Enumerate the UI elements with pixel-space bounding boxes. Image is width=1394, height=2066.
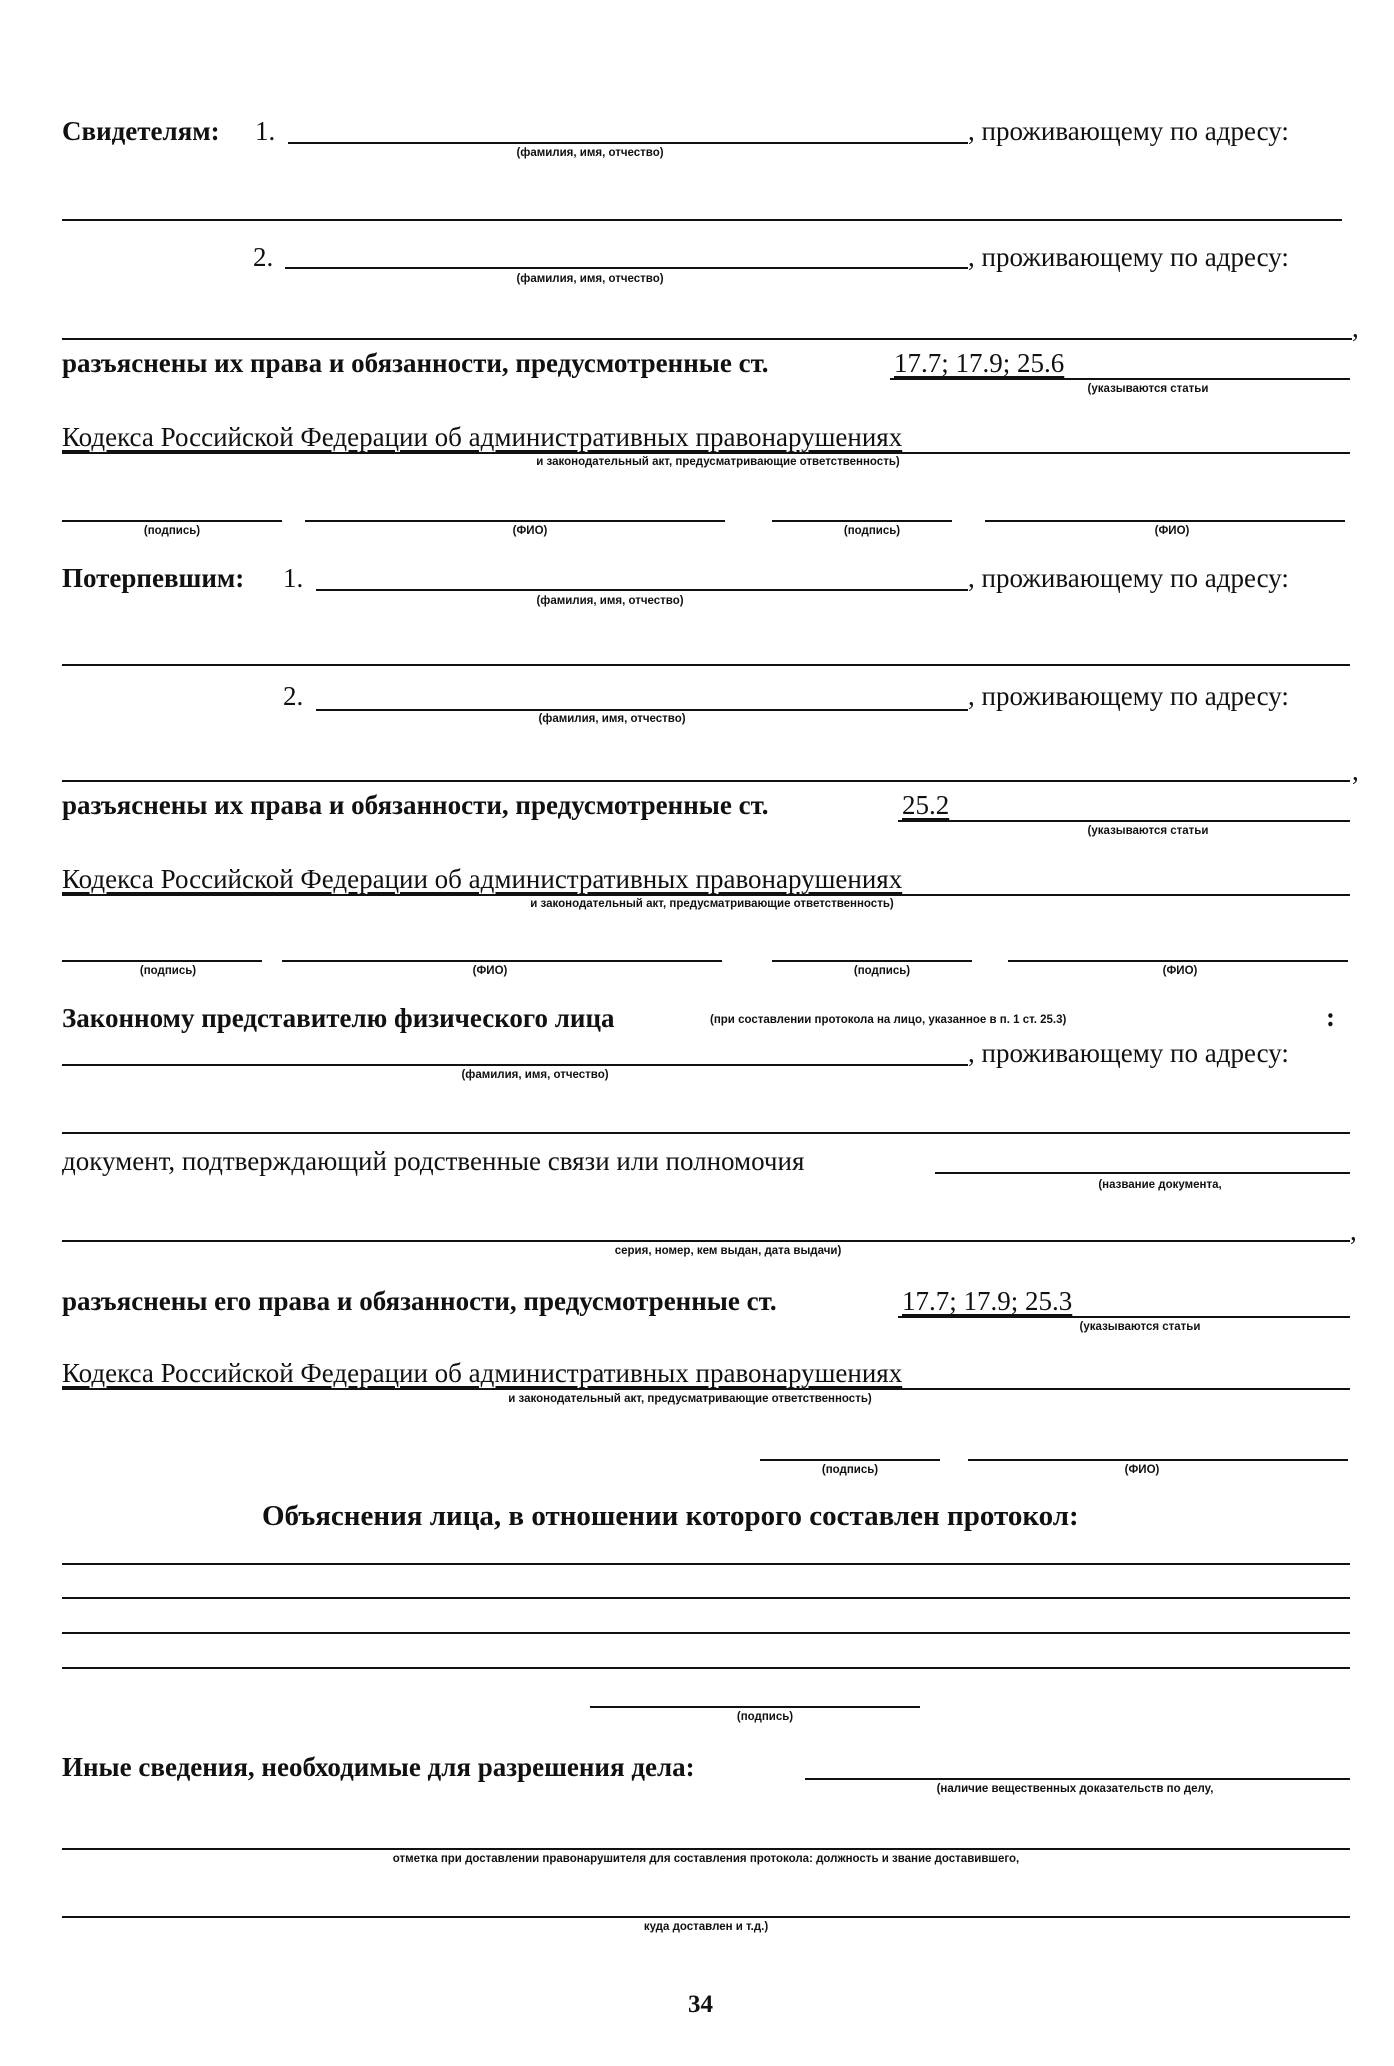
legal-rep-articles-hint: (указываются статьи: [1079, 1321, 1201, 1333]
other-info-hint-3: куда доставлен и т.д.): [643, 1921, 769, 1933]
witness-2-number: 2.: [253, 242, 274, 272]
witnesses-rights-label: разъяснены их права и обязанности, предусмотренные ст.: [62, 348, 769, 378]
witness-2-address-line[interactable]: [62, 338, 1352, 340]
explanations-sig-hint: (подпись): [736, 1711, 794, 1723]
witness-2-comma: ,: [1352, 313, 1359, 343]
witness-2-fio-line[interactable]: [285, 267, 968, 269]
witnesses-code-hint: и законодательный акт, предусматривающие ответственность): [536, 456, 900, 468]
witness-2-fio-hint: (фамилия, имя, отчество): [516, 273, 664, 285]
page-number: 34: [688, 1991, 713, 2018]
victim-1-number: 1.: [283, 563, 304, 593]
witnesses-sig-1-hint: (подпись): [143, 525, 201, 537]
legal-rep-doc-hint-1: (название документа,: [1098, 1179, 1222, 1191]
victims-code-name: Кодекса Российской Федерации об административных правонарушениях: [62, 864, 903, 894]
witness-1-fio-line[interactable]: [288, 142, 968, 144]
witness-1-fio-hint: (фамилия, имя, отчество): [516, 147, 664, 159]
legal-rep-address-line[interactable]: [62, 1132, 1350, 1134]
explanations-sig-line[interactable]: [590, 1706, 920, 1708]
victim-1-address-line[interactable]: [62, 664, 1350, 666]
witnesses-fio-1-hint: (ФИО): [512, 525, 548, 537]
witnesses-fio-2-line[interactable]: [985, 520, 1345, 522]
other-info-hint-2: отметка при доставлении правонарушителя для составления протокола: должность и звание доставившего,: [392, 1853, 1020, 1865]
witnesses-articles-hint: (указываются статьи: [1087, 383, 1209, 395]
victims-code-hint: и законодательный акт, предусматривающие ответственность): [530, 898, 894, 910]
witnesses-articles: 17.7; 17.9; 25.6: [894, 348, 1065, 378]
victim-1-address-label: , проживающему по адресу:: [968, 563, 1289, 593]
explanations-line-2[interactable]: [62, 1597, 1350, 1599]
victims-sig-2-line[interactable]: [772, 960, 972, 962]
victim-2-fio-hint: (фамилия, имя, отчество): [538, 713, 686, 725]
legal-rep-code-hint: и законодательный акт, предусматривающие ответственность): [508, 1393, 872, 1405]
witnesses-sig-2-hint: (подпись): [843, 525, 901, 537]
victim-2-comma: ,: [1352, 756, 1359, 786]
victim-2-address-line[interactable]: [62, 780, 1350, 782]
witnesses-articles-line[interactable]: [890, 378, 1350, 380]
victims-sig-2-hint: (подпись): [853, 965, 911, 977]
witnesses-code-line: [62, 452, 1350, 454]
victim-2-fio-line[interactable]: [316, 709, 968, 711]
victim-1-fio-hint: (фамилия, имя, отчество): [536, 595, 684, 607]
explanations-line-4[interactable]: [62, 1667, 1350, 1669]
victims-sig-1-hint: (подпись): [139, 965, 197, 977]
legal-rep-doc-line-2[interactable]: [62, 1240, 1350, 1242]
other-info-hint-1: (наличие вещественных доказательств по делу,: [936, 1783, 1214, 1795]
victim-2-address-label: , проживающему по адресу:: [968, 681, 1289, 711]
victims-code-line: [62, 894, 1350, 896]
witness-2-address-label: , проживающему по адресу:: [968, 242, 1289, 272]
witnesses-sig-2-line[interactable]: [772, 520, 952, 522]
explanations-line-3[interactable]: [62, 1632, 1350, 1634]
legal-rep-sig-hint: (подпись): [821, 1464, 879, 1476]
witnesses-fio-1-line[interactable]: [305, 520, 725, 522]
legal-rep-articles: 17.7; 17.9; 25.3: [902, 1286, 1073, 1316]
legal-rep-doc-line[interactable]: [935, 1172, 1350, 1174]
legal-rep-code-name: Кодекса Российской Федерации об административных правонарушениях: [62, 1358, 903, 1388]
legal-rep-comma: ,: [1350, 1216, 1357, 1246]
victims-articles-hint: (указываются статьи: [1087, 825, 1209, 837]
victims-articles-line[interactable]: [898, 820, 1350, 822]
witnesses-code-name: Кодекса Российской Федерации об административных правонарушениях: [62, 422, 903, 452]
witnesses-heading: Свидетелям:: [62, 116, 220, 146]
witness-1-address-label: , проживающему по адресу:: [968, 116, 1289, 146]
legal-rep-fio-line-2[interactable]: [968, 1459, 1348, 1461]
other-info-line-2[interactable]: [62, 1848, 1350, 1850]
legal-rep-colon: :: [1326, 1002, 1335, 1032]
victim-1-fio-line[interactable]: [316, 589, 968, 591]
victims-articles: 25.2: [902, 790, 950, 820]
legal-rep-code-line: [62, 1388, 1350, 1390]
explanations-title: Объяснения лица, в отношении которого составлен протокол:: [262, 1500, 1079, 1532]
victims-fio-2-line[interactable]: [1008, 960, 1348, 962]
legal-rep-doc-label: документ, подтверждающий родственные связи или полномочия: [62, 1146, 805, 1176]
legal-rep-note: (при составлении протокола на лицо, указанное в п. 1 ст. 25.3): [710, 1014, 1067, 1026]
explanations-line-1[interactable]: [62, 1563, 1350, 1565]
other-info-label: Иные сведения, необходимые для разрешения дела:: [62, 1752, 695, 1782]
legal-rep-doc-hint-2: серия, номер, кем выдан, дата выдачи): [614, 1245, 842, 1257]
other-info-line-3[interactable]: [62, 1916, 1350, 1918]
legal-rep-rights-label: разъяснены его права и обязанности, предусмотренные ст.: [62, 1286, 777, 1316]
legal-rep-fio-hint: (фамилия, имя, отчество): [461, 1069, 609, 1081]
legal-rep-articles-line[interactable]: [898, 1316, 1350, 1318]
witnesses-sig-1-line[interactable]: [62, 520, 282, 522]
witness-1-address-line[interactable]: [62, 219, 1342, 221]
legal-rep-fio-sig-hint: (ФИО): [1124, 1464, 1160, 1476]
victims-sig-1-line[interactable]: [62, 960, 262, 962]
other-info-line-1[interactable]: [805, 1778, 1350, 1780]
victim-2-number: 2.: [283, 681, 304, 711]
victims-fio-2-hint: (ФИО): [1162, 965, 1198, 977]
witness-1-number: 1.: [255, 116, 276, 146]
legal-rep-address-label: , проживающему по адресу:: [968, 1038, 1289, 1068]
victims-heading: Потерпевшим:: [62, 563, 245, 593]
legal-rep-fio-line[interactable]: [62, 1064, 968, 1066]
legal-rep-sig-line[interactable]: [760, 1459, 940, 1461]
victims-fio-1-line[interactable]: [282, 960, 722, 962]
legal-rep-heading: Законному представителю физического лица: [62, 1003, 615, 1033]
witnesses-fio-2-hint: (ФИО): [1154, 525, 1190, 537]
victims-rights-label: разъяснены их права и обязанности, предусмотренные ст.: [62, 790, 769, 820]
victims-fio-1-hint: (ФИО): [472, 965, 508, 977]
